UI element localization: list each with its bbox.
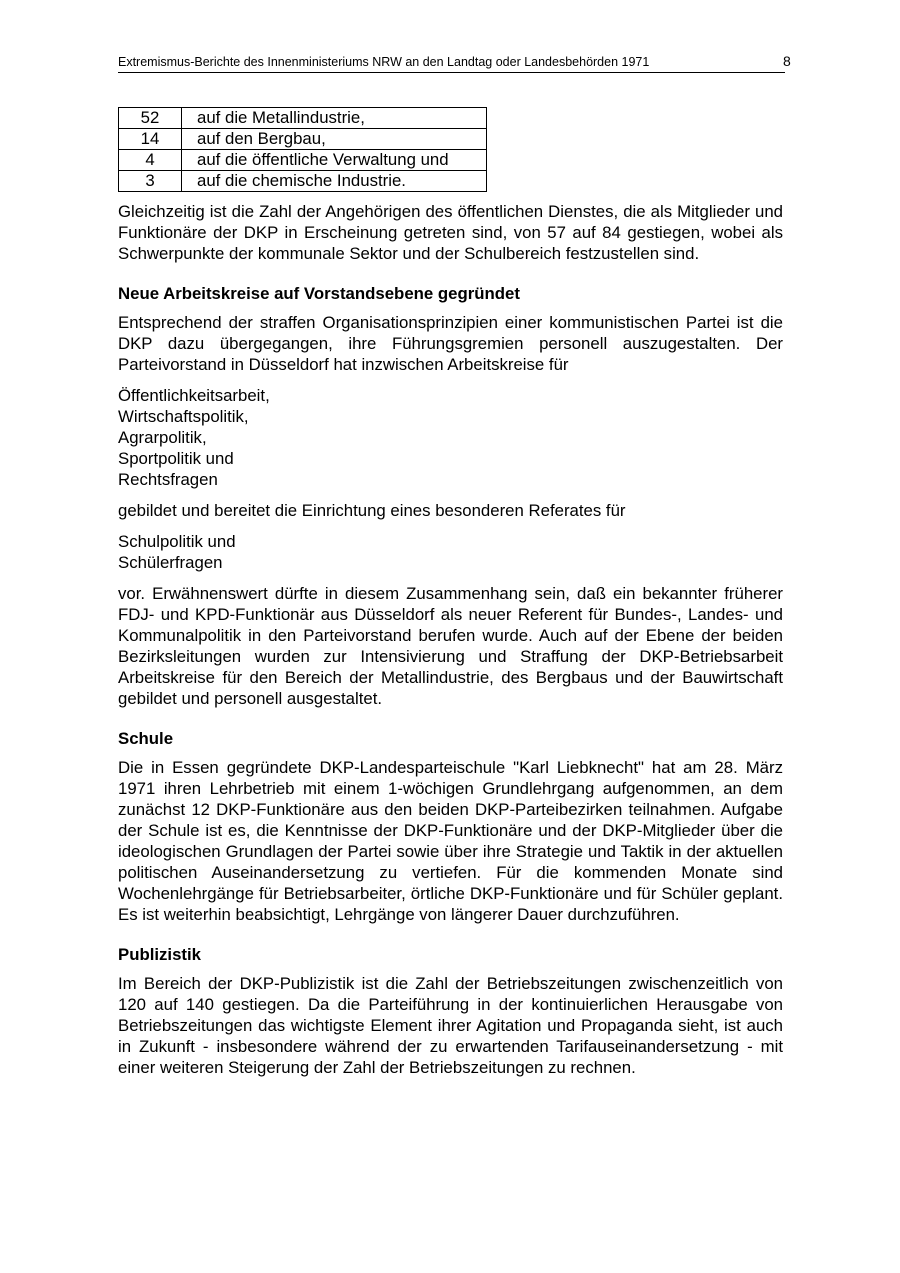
paragraph-functionary: vor. Erwähnenswert dürfte in diesem Zusammenhang sein, daß ein bekannter früherer FDJ- und KPD-Funktionär aus Düsseldorf als neuer Referent für Bundes-, Landes- und Kommunalpolitik in den Parteivorstand berufen wurde. Auch auf der Ebene der beiden Bezirksleitungen wurden zur Intensivierung und Straffung der DKP-Betriebsarbeit Arbeitskreise für den Bereich der Metallindustrie, des Bergbaus und der Bauwirtschaft gebildet und personell ausgestaltet. [118,584,783,708]
document-body [118,107,783,1088]
list-item: Schülerfragen [118,553,223,572]
working-groups-list [118,385,783,490]
heading-school: Schule [118,729,174,748]
table-cell-count: 52 [119,108,182,129]
page-number: 8 [783,53,791,69]
table-row [119,129,487,150]
table-row [119,108,487,129]
paragraph-publicistics: Im Bereich der DKP-Publizistik ist die Zahl der Betriebszeitungen zwischenzeitlich von 120 auf 140 gestiegen. Da die Parteiführung in der kontinuierlichen Herausgabe von Betriebszeitungen das wichtigste Element ihrer Agitation und Propaganda sieht, ist auch in Zukunft - insbesondere während der zu erwartenden Tarifauseinandersetzung - mit einer weiteren Steigerung der Zahl der Betriebszeitungen zu rechnen. [118,974,783,1077]
paragraph-organisation: Entsprechend der straffen Organisationsprinzipien einer kommunistischen Partei ist die DKP dazu übergegangen, ihre Führungsgremien personell auszugestalten. Der Parteivorstand in Düsseldorf hat inzwischen Arbeitskreise für [118,313,783,374]
table-cell-count: 3 [119,171,182,192]
list-item: Rechtsfragen [118,470,218,489]
statistics-table [118,107,487,192]
list-item: Öffentlichkeitsarbeit, [118,386,270,405]
table-cell-count: 4 [119,150,182,171]
list-item: Schulpolitik und [118,532,236,551]
table-cell-count: 14 [119,129,182,150]
table-cell-label: auf die öffentliche Verwaltung und [182,150,487,171]
heading-publicistics: Publizistik [118,945,201,964]
paragraph-referat: gebildet und bereitet die Einrichtung eines besonderen Referates für [118,501,626,520]
paragraph-public-service: Gleichzeitig ist die Zahl der Angehörigen des öffentlichen Dienstes, die als Mitglieder und Funktionäre der DKP in Erscheinung getreten sind, von 57 auf 84 gestiegen, wobei als Schwerpunkte der kommunale Sektor und der Schulbereich festzustellen sind. [118,202,783,263]
table-cell-label: auf die chemische Industrie. [182,171,487,192]
list-item: Sportpolitik und [118,449,234,468]
table-cell-label: auf die Metallindustrie, [182,108,487,129]
list-item: Agrarpolitik, [118,428,207,447]
table-row [119,150,487,171]
referat-topics-list [118,531,783,573]
list-item: Wirtschaftspolitik, [118,407,249,426]
paragraph-school: Die in Essen gegründete DKP-Landesparteischule "Karl Liebknecht" hat am 28. März 1971 ihren Lehrbetrieb mit einem 1-wöchigen Grundlehrgang aufgenommen, an dem zunächst 12 DKP-Funktionäre aus den beiden DKP-Parteibezirken teilnahmen. Aufgabe der Schule ist es, die Kenntnisse der DKP-Funktionäre und der DKP-Mitglieder über die ideologischen Grundlagen der Partei sowie über ihre Strategie und Taktik in der aktuellen politischen Auseinandersetzung zu vertiefen. Für die kommenden Monate sind Wochenlehrgänge für Betriebsarbeiter, örtliche DKP-Funktionäre und für Schüler geplant. Es ist weiterhin beabsichtigt, Lehrgänge von längerer Dauer durchzuführen. [118,758,783,924]
table-cell-label: auf den Bergbau, [182,129,487,150]
table-row [119,171,487,192]
running-header: Extremismus-Berichte des Innenministeriums NRW an den Landtag oder Landesbehörden 1971 [118,54,785,73]
heading-working-groups: Neue Arbeitskreise auf Vorstandsebene gegründet [118,284,520,303]
